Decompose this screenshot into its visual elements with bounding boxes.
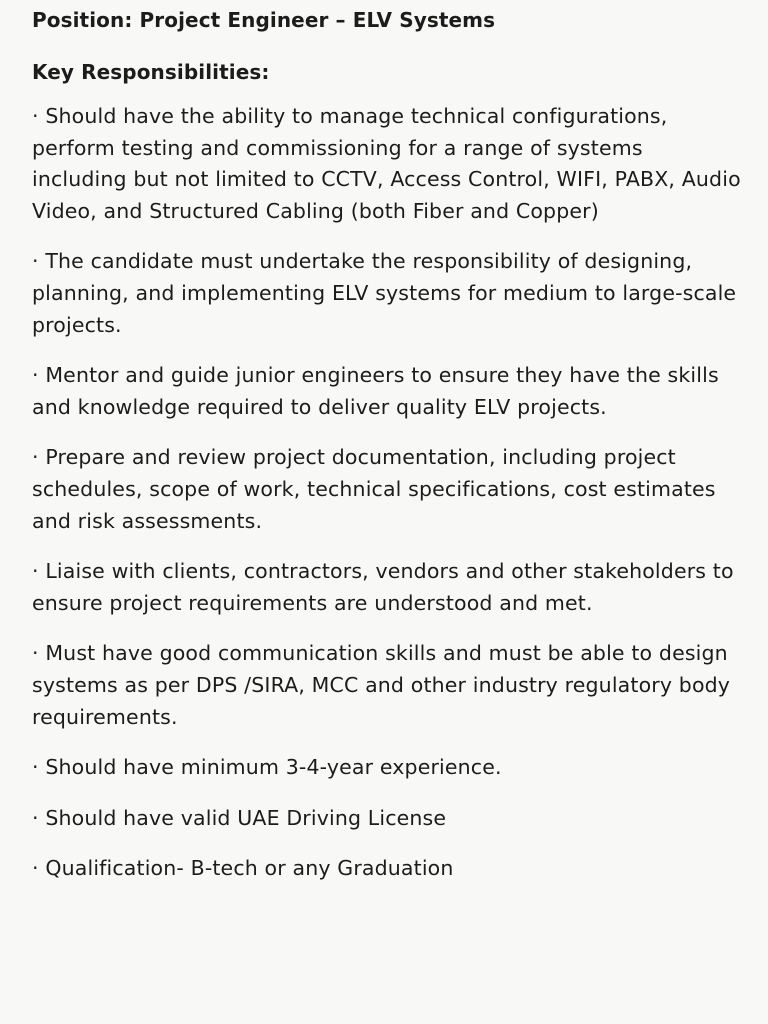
bullet-marker: ·	[32, 559, 39, 584]
responsibility-item	[32, 853, 744, 885]
responsibility-text: Mentor and guide junior engineers to ensure they have the skills and knowledge required to deliver quality ELV projects.	[32, 363, 719, 419]
key-responsibilities-heading: Key Responsibilities:	[32, 60, 270, 84]
responsibility-item	[32, 101, 744, 227]
responsibility-item	[32, 360, 744, 423]
responsibility-text: Should have minimum 3-4-year experience.	[45, 755, 502, 780]
responsibility-text: Should have valid UAE Driving License	[45, 805, 447, 830]
responsibility-item	[32, 556, 744, 619]
responsibility-text: The candidate must undertake the responsibility of designing, planning, and implementing ELV systems for medium to large-scale projects.	[32, 249, 737, 337]
bullet-marker: ·	[32, 755, 39, 780]
responsibilities-list	[32, 101, 744, 885]
responsibility-item	[32, 752, 744, 784]
bullet-marker: ·	[32, 249, 39, 274]
bullet-marker: ·	[32, 856, 39, 881]
responsibility-text: Should have the ability to manage technical configurations, perform testing and commissioning for a range of systems including but not limited to CCTV, Access Control, WIFI, PABX, Audio Video, and Structured Cabling (both Fiber and Copper)	[32, 104, 741, 223]
responsibility-text: Prepare and review project documentation, including project schedules, scope of work, technical specifications, cost estimates and risk assessments.	[32, 445, 716, 533]
bullet-marker: ·	[32, 805, 39, 830]
responsibility-text: Must have good communication skills and must be able to design systems as per DPS /SIRA, MCC and other industry regulatory body requirements.	[32, 641, 731, 729]
responsibility-item	[32, 638, 744, 733]
bullet-marker: ·	[32, 104, 39, 128]
responsibility-item	[32, 803, 744, 835]
responsibility-item	[32, 442, 744, 537]
responsibility-text: Qualification- B-tech or any Graduation	[45, 856, 454, 881]
responsibility-item	[32, 246, 744, 341]
responsibility-text: Liaise with clients, contractors, vendors and other stakeholders to ensure project requirements are understood and met.	[32, 559, 734, 615]
bullet-marker: ·	[32, 445, 39, 470]
position-title: Position: Project Engineer – ELV Systems	[32, 8, 496, 32]
bullet-marker: ·	[32, 641, 39, 666]
bullet-marker: ·	[32, 363, 39, 388]
